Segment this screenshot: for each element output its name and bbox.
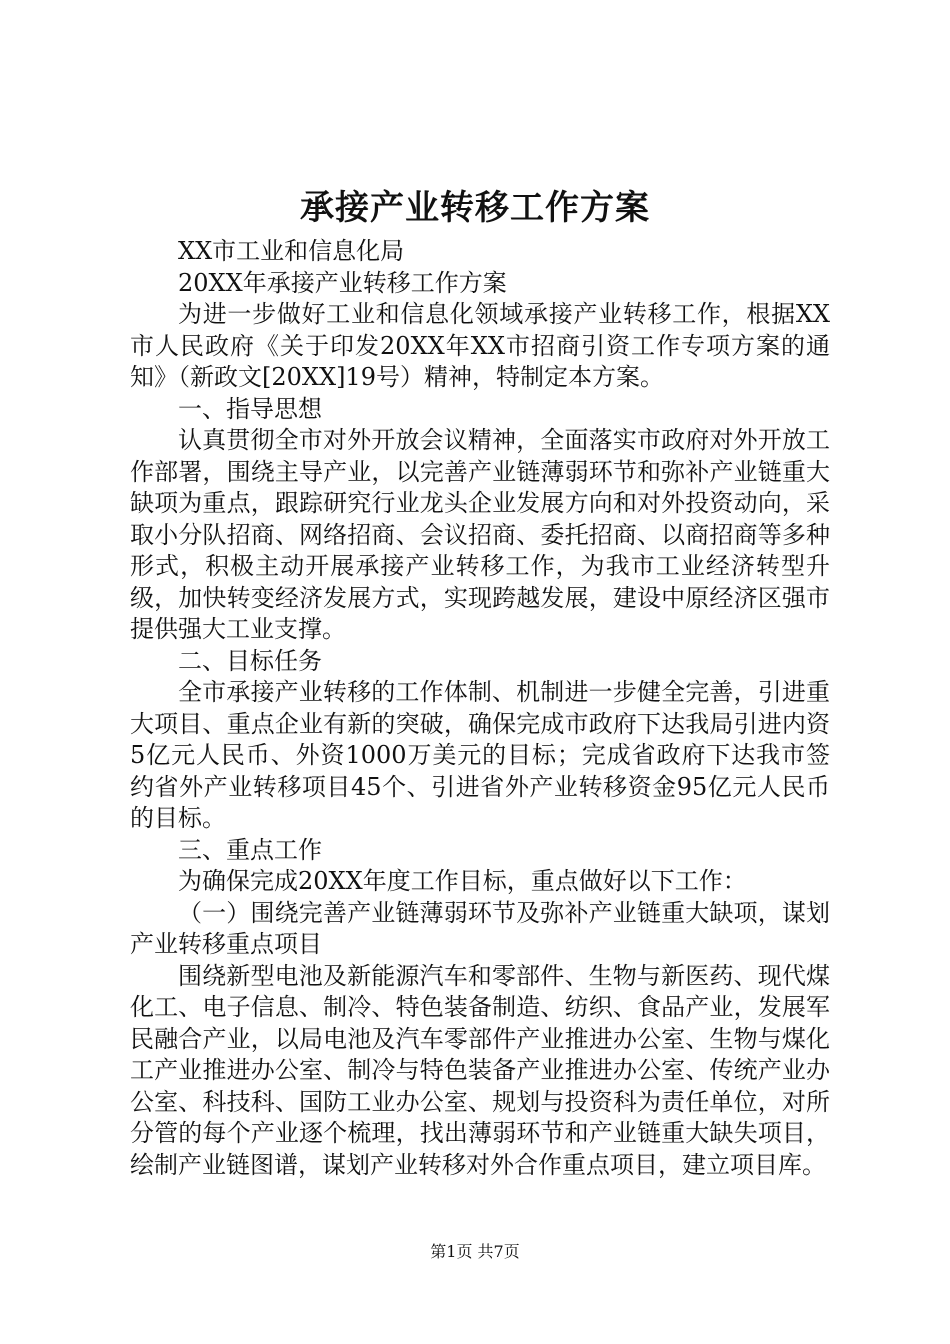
document-title: 承接产业转移工作方案 <box>300 188 650 228</box>
paragraph-issuer: XX市工业和信息化局 <box>178 237 405 265</box>
page-footer: 第1页 共7页 <box>430 1242 520 1261</box>
section-heading-targets: 二、目标任务 <box>178 646 322 675</box>
subsection-heading-1: （一）围绕完善产业链薄弱环节及弥补产业链重大缺项，谋划产业转移重点项目 <box>130 898 830 958</box>
paragraph-targets: 全市承接产业转移的工作体制、机制进一步健全完善，引进重大项目、重点企业有新的突破，确保完成市政府下达我局引进内资5亿元人民币、外资1000万美元的目标；完成省政府下达我市签约省外产业转移项目45个、引进省外产业转移资金95亿元人民币的目标。 <box>130 678 830 832</box>
paragraph-guiding-ideology: 认真贯彻全市对外开放会议精神，全面落实市政府对外开放工作部署，围绕主导产业，以完善产业链薄弱环节和弥补产业链重大缺项为重点，跟踪研究行业龙头企业发展方向和对外投资动向，采取小分队招商、网络招商、会议招商、委托招商、以商招商等多种形式，积极主动开展承接产业转移工作，为我市工业经济转型升级，加快转变经济发展方式，实现跨越发展，建设中原经济区强市提供强大工业支撑。 <box>130 426 830 643</box>
section-heading-key-work: 三、重点工作 <box>178 835 322 864</box>
section-heading-guiding-ideology: 一、指导思想 <box>178 394 322 423</box>
paragraph-subtitle: 20XX年承接产业转移工作方案 <box>178 268 507 297</box>
paragraph-subsection-1: 围绕新型电池及新能源汽车和零部件、生物与新医药、现代煤化工、电子信息、制冷、特色装备制造、纺织、食品产业，发展军民融合产业，以局电池及汽车零部件产业推进办公室、生物与煤化工产业推进办公室、制冷与特色装备产业推进办公室、传统产业办公室、科技科、国防工业办公室、规划与投资科为责任单位，对所分管的每个产业逐个梳理，找出薄弱环节和产业链重大缺失项目，绘制产业链图谱，谋划产业转移对外合作重点项目，建立项目库。 <box>130 961 830 1179</box>
paragraph-intro: 为进一步做好工业和信息化领域承接产业转移工作，根据XX市人民政府《关于印发20XX年XX市招商引资工作专项方案的通知》（新政文[20XX]19号）精神，特制定本方案。 <box>130 300 830 391</box>
document-body <box>130 236 830 1181</box>
paragraph-key-work-intro: 为确保完成20XX年度工作目标，重点做好以下工作： <box>178 867 747 895</box>
